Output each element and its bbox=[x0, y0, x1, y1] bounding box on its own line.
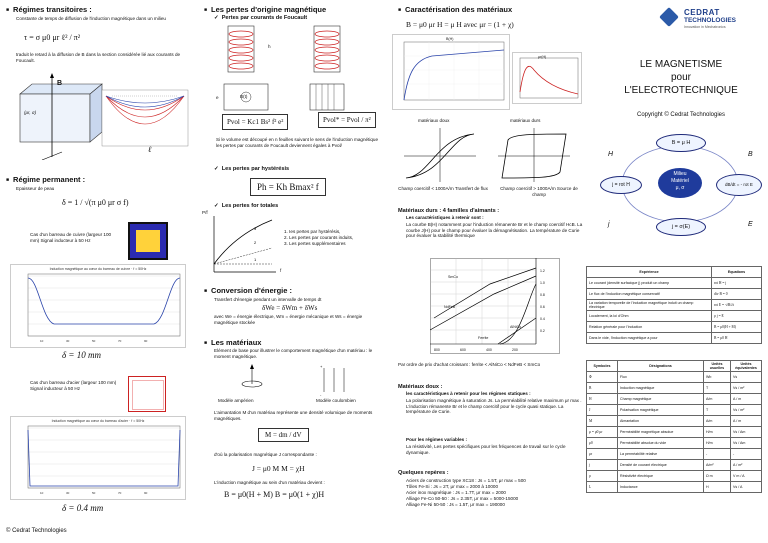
svg-text:E: E bbox=[748, 221, 753, 228]
table-cell: Perméabilité absolue du vide bbox=[618, 438, 704, 449]
table-cell: Inductance bbox=[618, 482, 704, 493]
amperian-model-label: Modèle ampérien bbox=[218, 398, 254, 403]
table-row bbox=[587, 471, 762, 482]
energy-equation: δWe = δWm + δWs bbox=[262, 304, 318, 312]
table-cell: T bbox=[704, 383, 731, 394]
table-cell: V m / A bbox=[731, 471, 762, 482]
section-materials-title: ■ Les matériaux bbox=[204, 338, 261, 347]
svg-text:600: 600 bbox=[460, 348, 466, 352]
title-line-3: L'ELECTROTECHNIQUE bbox=[624, 85, 738, 96]
medium-label: (μr, σ) bbox=[24, 110, 37, 115]
table-cell: La variation temporelle de l'induction magnétique induit un champ électrique bbox=[587, 300, 712, 311]
table-cell: rot H = j bbox=[712, 278, 762, 289]
total-y-label: P/f bbox=[202, 210, 208, 215]
table-cell: La perméabilité relative bbox=[618, 449, 704, 460]
variable-regimes-title: Pour les régimes variables : bbox=[406, 437, 468, 442]
title-line-1: LE MAGNETISME bbox=[639, 59, 723, 70]
svg-text:3: 3 bbox=[254, 226, 257, 231]
variable-regimes-items: La résistivité, Les pertes spécifiques pour les fréquences de travail sur le cycle dynamique. bbox=[406, 444, 566, 455]
hard-magnets-title: Matériaux durs : 4 familles d'aimants : bbox=[398, 208, 500, 214]
svg-text:1: 1 bbox=[254, 257, 257, 262]
table-cell: Vs / m² bbox=[731, 383, 762, 394]
height-label: h bbox=[268, 44, 271, 49]
table-cell: ρ j = E bbox=[712, 311, 762, 322]
coulombian-model-label: Modèle coulombien bbox=[316, 398, 356, 403]
table-cell: L bbox=[587, 482, 618, 493]
table-cell: Densité de courant électrique bbox=[618, 460, 704, 471]
svg-text:200: 200 bbox=[512, 348, 518, 352]
table-cell: J bbox=[587, 405, 618, 416]
svg-text:90: 90 bbox=[144, 339, 148, 343]
svg-text:90: 90 bbox=[144, 491, 148, 495]
poster-title bbox=[606, 58, 756, 97]
table-cell: Perméabilité magnétique absolue bbox=[618, 427, 704, 438]
table-cell: μ = μ0 μr bbox=[587, 427, 618, 438]
table-row bbox=[587, 482, 762, 493]
magnetization-text: L'aimantation M d'un matériau représente une densité volumique de moments magnétiques. bbox=[214, 410, 373, 421]
hard-caption: Champ coercitif > 1000A/m Source de champ bbox=[500, 186, 578, 197]
table-row bbox=[587, 372, 762, 383]
delta-equation: δ = 1 / √(π μ0 μr σ f) bbox=[62, 198, 129, 207]
skin-depth-bullet: Epaisseur de peau bbox=[16, 186, 55, 191]
svg-text:-: - bbox=[320, 392, 322, 397]
total-item-1: 1. Ies pertes par hystérésis, bbox=[284, 229, 341, 234]
copper-case-text: Cas d'un barreau de cuivre (largeur 100 mm) Signal inducteur à 50 Hz bbox=[30, 232, 112, 243]
table-row bbox=[587, 449, 762, 460]
table-cell: B = μ0 H bbox=[712, 333, 762, 344]
moment-models-diagram bbox=[222, 362, 372, 398]
table-cell: div B = 0 bbox=[712, 289, 762, 300]
table-cell: A/m bbox=[704, 394, 731, 405]
svg-text:+: + bbox=[320, 364, 323, 369]
copper-skin-depth: δ = 10 mm bbox=[62, 350, 102, 360]
table-cell: Vs / m² bbox=[731, 405, 762, 416]
transient-explanation: traduit le retard à la diffusion de B dans la section considérée lié aux courants de Foucault. bbox=[16, 52, 181, 63]
price-order-text: Par ordre de prix d'achat croissant : ferrite < AlNiCo < NdFeB < SmCo bbox=[398, 362, 541, 367]
magnet-label-ferrite: Ferrite bbox=[478, 336, 489, 340]
table-cell: B bbox=[587, 383, 618, 394]
material-medium-center bbox=[658, 168, 702, 198]
soft-caption: Champ coercitif < 1000A/m Transfert de flux bbox=[398, 186, 488, 191]
hysteresis-subtitle: ✓ Les pertes par hystérésis bbox=[214, 166, 289, 172]
svg-text:B: B bbox=[748, 151, 753, 158]
table-cell: μ0 bbox=[587, 438, 618, 449]
reference-item-5: Alliage Fe-Ni 50-50 : Js = 1.5T, μr max = 190000 bbox=[406, 502, 505, 507]
conversion-text: Transfert d'énergie pendant un intervalle de temps dt bbox=[214, 297, 322, 302]
table-cell: Localement, la loi d'Ohm bbox=[587, 311, 712, 322]
table-row bbox=[587, 289, 762, 300]
table-cell: A/m bbox=[704, 416, 731, 427]
node-constitutive: B = μ H bbox=[656, 134, 706, 152]
table-row bbox=[587, 405, 762, 416]
table-cell: Aimantation bbox=[618, 416, 704, 427]
svg-text:10: 10 bbox=[40, 339, 44, 343]
section-transient-title: ■ Régimes transitoires : bbox=[6, 5, 92, 14]
table-header: Unités équivalentes bbox=[731, 361, 762, 372]
thickness-label: e bbox=[216, 95, 219, 100]
footer-copyright: © Cedrat Technologies bbox=[6, 528, 67, 534]
length-label: ℓ bbox=[148, 145, 152, 154]
reference-item-2: Tôles Fe-Si : Js = 2T, μr max = 2000 à 10000 bbox=[406, 484, 499, 489]
table-cell: - bbox=[731, 449, 762, 460]
table-cell: Vs / Am bbox=[731, 427, 762, 438]
pvol-equation: Pvol = Kc1 Bs² f² e² bbox=[222, 114, 288, 130]
table-cell: Dans le vide, l'induction magnétique a pour bbox=[587, 333, 712, 344]
table-header: Equations bbox=[712, 267, 762, 278]
table-header: Symboles bbox=[587, 361, 618, 372]
table-cell: A / m² bbox=[731, 460, 762, 471]
reference-item-1: Aciers de construction type XC18 : Js = 1.5T, μr max = 500 bbox=[406, 478, 526, 483]
svg-text:10: 10 bbox=[40, 491, 44, 495]
field-time-label: B(t) bbox=[240, 94, 248, 99]
total-item-2: 2. Les pertes par courants induits, bbox=[284, 235, 354, 240]
svg-text:1.2: 1.2 bbox=[540, 269, 545, 273]
table-cell: Polarisation magnétique bbox=[618, 405, 704, 416]
svg-text:400: 400 bbox=[486, 348, 492, 352]
induction-text: L'induction magnétique au sein d'un matériau devient : bbox=[214, 480, 325, 485]
center-line-2: Matériel bbox=[671, 178, 689, 184]
table-row bbox=[587, 300, 762, 311]
hysteresis-equation: Ph = Kh Bmax² f bbox=[250, 178, 326, 196]
svg-text:2: 2 bbox=[254, 240, 257, 245]
table-cell: B = μ0(H + M) bbox=[712, 322, 762, 333]
table-row bbox=[587, 278, 762, 289]
table-row bbox=[587, 333, 762, 344]
svg-text:0.6: 0.6 bbox=[540, 305, 545, 309]
table-cell: A / m bbox=[731, 416, 762, 427]
svg-text:0.2: 0.2 bbox=[540, 329, 545, 333]
svg-text:30: 30 bbox=[66, 491, 70, 495]
svg-text:70: 70 bbox=[118, 491, 122, 495]
copper-bar-image bbox=[128, 222, 168, 260]
maxwell-diagram bbox=[598, 132, 762, 236]
table-cell: H/m bbox=[704, 427, 731, 438]
table-cell: Champ magnétique bbox=[618, 394, 704, 405]
copper-induction-chart bbox=[10, 264, 186, 348]
characterization-equation: B = μ0 μr H = μ H avec μr = (1 + χ) bbox=[406, 20, 514, 29]
table-cell: H/m bbox=[704, 438, 731, 449]
table-cell: H bbox=[587, 394, 618, 405]
table-cell: Induction magnétique bbox=[618, 383, 704, 394]
node-ampere: j = rot H bbox=[600, 176, 642, 194]
table-cell: - bbox=[704, 449, 731, 460]
magnet-label-smco: SmCo bbox=[448, 275, 458, 279]
table-row bbox=[587, 394, 762, 405]
mur-curve-chart bbox=[512, 52, 582, 104]
mur-chart-title: μr(H) bbox=[538, 55, 547, 59]
table-cell: Le flux de l'induction magnétique conservatif bbox=[587, 289, 712, 300]
table-cell: A/m² bbox=[704, 460, 731, 471]
magnet-label-ndfeb: NdFeB bbox=[444, 305, 456, 309]
pvol-lamination-equation: Pvol* = Pvol / π² bbox=[318, 112, 376, 128]
diffusion-diagram bbox=[2, 72, 192, 160]
logo-line-1: CEDRAT bbox=[684, 8, 720, 17]
induction-equation: B = μ0(H + M) B = μ0(1 + χ)H bbox=[224, 490, 325, 499]
steel-skin-depth: δ = 0.4 mm bbox=[62, 503, 104, 513]
tau-equation: τ = σ μ0 μr ℓ² / π² bbox=[24, 33, 81, 42]
center-line-3: μ, σ bbox=[675, 185, 685, 191]
table-row bbox=[587, 460, 762, 471]
total-item-3: 3. Les pertes supplémentaires bbox=[284, 241, 346, 246]
table-cell: T bbox=[704, 405, 731, 416]
table-cell: Vs / Am bbox=[731, 438, 762, 449]
table-cell: Wb bbox=[704, 372, 731, 383]
reference-item-4: Alliage Fe-Co 50-50 : Js = 2.35T, μr max = 5000-15000 bbox=[406, 496, 519, 501]
svg-text:Induction magnétique au cœur d: Induction magnétique au cœur du barreau de cuivre · f = 50Hz bbox=[49, 267, 147, 271]
svg-text:H: H bbox=[608, 151, 614, 158]
table-row bbox=[587, 383, 762, 394]
polarization-equation: J = μ0 M M = χH bbox=[252, 464, 305, 473]
table-cell: Ω m bbox=[704, 471, 731, 482]
references-title: Quelques repères : bbox=[398, 470, 449, 476]
table-cell: H bbox=[704, 482, 731, 493]
soft-materials-items: La polarisation magnétique à saturation Js. La perméabilité relative maximum μr max . L'induction rémanente Br et le champ coercitif pour le cycle quasi statique. La température de Curie. bbox=[406, 398, 582, 415]
hard-material-label: matériaux durs bbox=[510, 118, 541, 123]
steel-bar-image bbox=[128, 376, 166, 412]
b-field-label: B bbox=[57, 80, 63, 87]
table-row bbox=[587, 438, 762, 449]
table-cell: Vs / A bbox=[731, 482, 762, 493]
conversion-legend: avec We = énergie électrique, Wm = énergie mécanique et Ws = énergie magnétique stockée bbox=[214, 314, 363, 325]
transient-bullet: Constante de temps de diffusion de l'induction magnétique dans un milieu bbox=[16, 16, 166, 21]
soft-materials-subtitle: les caractéristiques à retenir pour les régimes statiques : bbox=[406, 391, 531, 396]
bh-curve-chart bbox=[392, 34, 510, 110]
svg-text:50: 50 bbox=[92, 339, 96, 343]
polarization-text: d'où la polarisation magnétique J correspondante : bbox=[214, 452, 317, 457]
table-row bbox=[587, 322, 762, 333]
table-cell: Résistivité électrique bbox=[618, 471, 704, 482]
svg-text:Induction magnétique au cœur d: Induction magnétique au cœur du barreau d'acier · f = 50Hz bbox=[51, 419, 145, 423]
table-header-row bbox=[587, 361, 762, 372]
total-losses-subtitle: ✓ Les pertes for totales bbox=[214, 203, 278, 209]
table-cell: ρ bbox=[587, 471, 618, 482]
table-header: Désignations bbox=[618, 361, 704, 372]
svg-text:0.4: 0.4 bbox=[540, 317, 545, 321]
soft-materials-title: Matériaux doux : bbox=[398, 384, 443, 390]
poster-copyright: Copyright © Cedrat Technologies bbox=[636, 112, 726, 118]
section-conversion-title: ■ Conversion d'énergie : bbox=[204, 286, 292, 295]
table-row bbox=[587, 416, 762, 427]
table-cell: Φ bbox=[587, 372, 618, 383]
magnet-label-alnico: AlNiCo bbox=[510, 325, 522, 329]
svg-text:j: j bbox=[608, 221, 610, 228]
magnetization-equation: M = dm / dV bbox=[258, 428, 309, 442]
table-header: Expérience bbox=[587, 267, 712, 278]
table-cell: M bbox=[587, 416, 618, 427]
section-losses-title: ■ Les pertes d'origine magnétique bbox=[204, 5, 326, 14]
node-faraday: dB/dt = - rot E bbox=[716, 174, 762, 196]
table-cell: rot E = -∂B/∂t bbox=[712, 300, 762, 311]
logo-line-3: Innovation in Mechatronics bbox=[684, 25, 726, 29]
svg-text:70: 70 bbox=[118, 339, 122, 343]
node-ohm: j = σ(E) bbox=[656, 218, 706, 236]
bh-chart-title: B(H) bbox=[446, 37, 454, 41]
svg-text:800: 800 bbox=[434, 348, 440, 352]
logo-mark-icon bbox=[659, 7, 679, 27]
units-table bbox=[586, 360, 762, 493]
center-line-1: Milieu bbox=[673, 171, 687, 177]
table-cell: A / m bbox=[731, 394, 762, 405]
soft-material-label: matériaux doux bbox=[418, 118, 450, 123]
table-cell: μr bbox=[587, 449, 618, 460]
svg-text:30: 30 bbox=[66, 339, 70, 343]
svg-text:50: 50 bbox=[92, 491, 96, 495]
table-row bbox=[587, 427, 762, 438]
hard-magnets-subtitle: Les caractéristiques à retenir sont : bbox=[406, 215, 484, 220]
equations-table bbox=[586, 266, 762, 344]
lamination-text: Si le volume est découpé en n feuilles suivant le sens de l'induction magnétique les pertes par courants de Foucault deviennent égales à Pvol/ bbox=[216, 137, 379, 148]
hard-hysteresis-loop bbox=[494, 126, 574, 184]
total-losses-chart bbox=[206, 214, 278, 276]
table-cell: Le courant (densité surfacique j) produit un champ bbox=[587, 278, 712, 289]
table-cell: Flux bbox=[618, 372, 704, 383]
logo-line-2: TECHNOLOGIES bbox=[684, 17, 737, 24]
foucault-subtitle: ✓ Pertes par courants de Foucault bbox=[214, 15, 307, 21]
table-row bbox=[587, 311, 762, 322]
section-steady-title: ■ Régime permanent : bbox=[6, 175, 85, 184]
table-header: Unités usuelles bbox=[704, 361, 731, 372]
table-cell: Relation générale pour l'induction bbox=[587, 322, 712, 333]
total-x-label: f bbox=[280, 268, 282, 273]
table-cell: Vs bbox=[731, 372, 762, 383]
reference-item-3: Acier inox magnétique : Js = 1.7T, μr max = 2000 bbox=[406, 490, 506, 495]
svg-text:1.0: 1.0 bbox=[540, 281, 545, 285]
section-characterization-title: ■ Caractérisation des matériaux bbox=[398, 5, 512, 14]
svg-text:0.8: 0.8 bbox=[540, 293, 545, 297]
materials-text: Elément de base pour illustrer le comportement magnétique d'un matériau : le moment magnétique. bbox=[214, 348, 373, 359]
soft-hysteresis-loop bbox=[400, 126, 480, 184]
steel-induction-chart bbox=[10, 416, 186, 500]
steel-case-text: Cas d'un barreau d'acier (largeur 100 mm) Signal inducteur à 50 Hz bbox=[30, 380, 117, 391]
hard-magnets-items: La courbe B(H) notamment pour l'induction rémanente Br et le champ coercitif HcB. La courbe J(H) pour le champ pour évaluer la démagnétisation. La température de Curie pour évaluer la stabilité thermique bbox=[406, 222, 583, 239]
table-cell: j bbox=[587, 460, 618, 471]
title-line-2: pour bbox=[670, 72, 691, 83]
table-header-row bbox=[587, 267, 762, 278]
